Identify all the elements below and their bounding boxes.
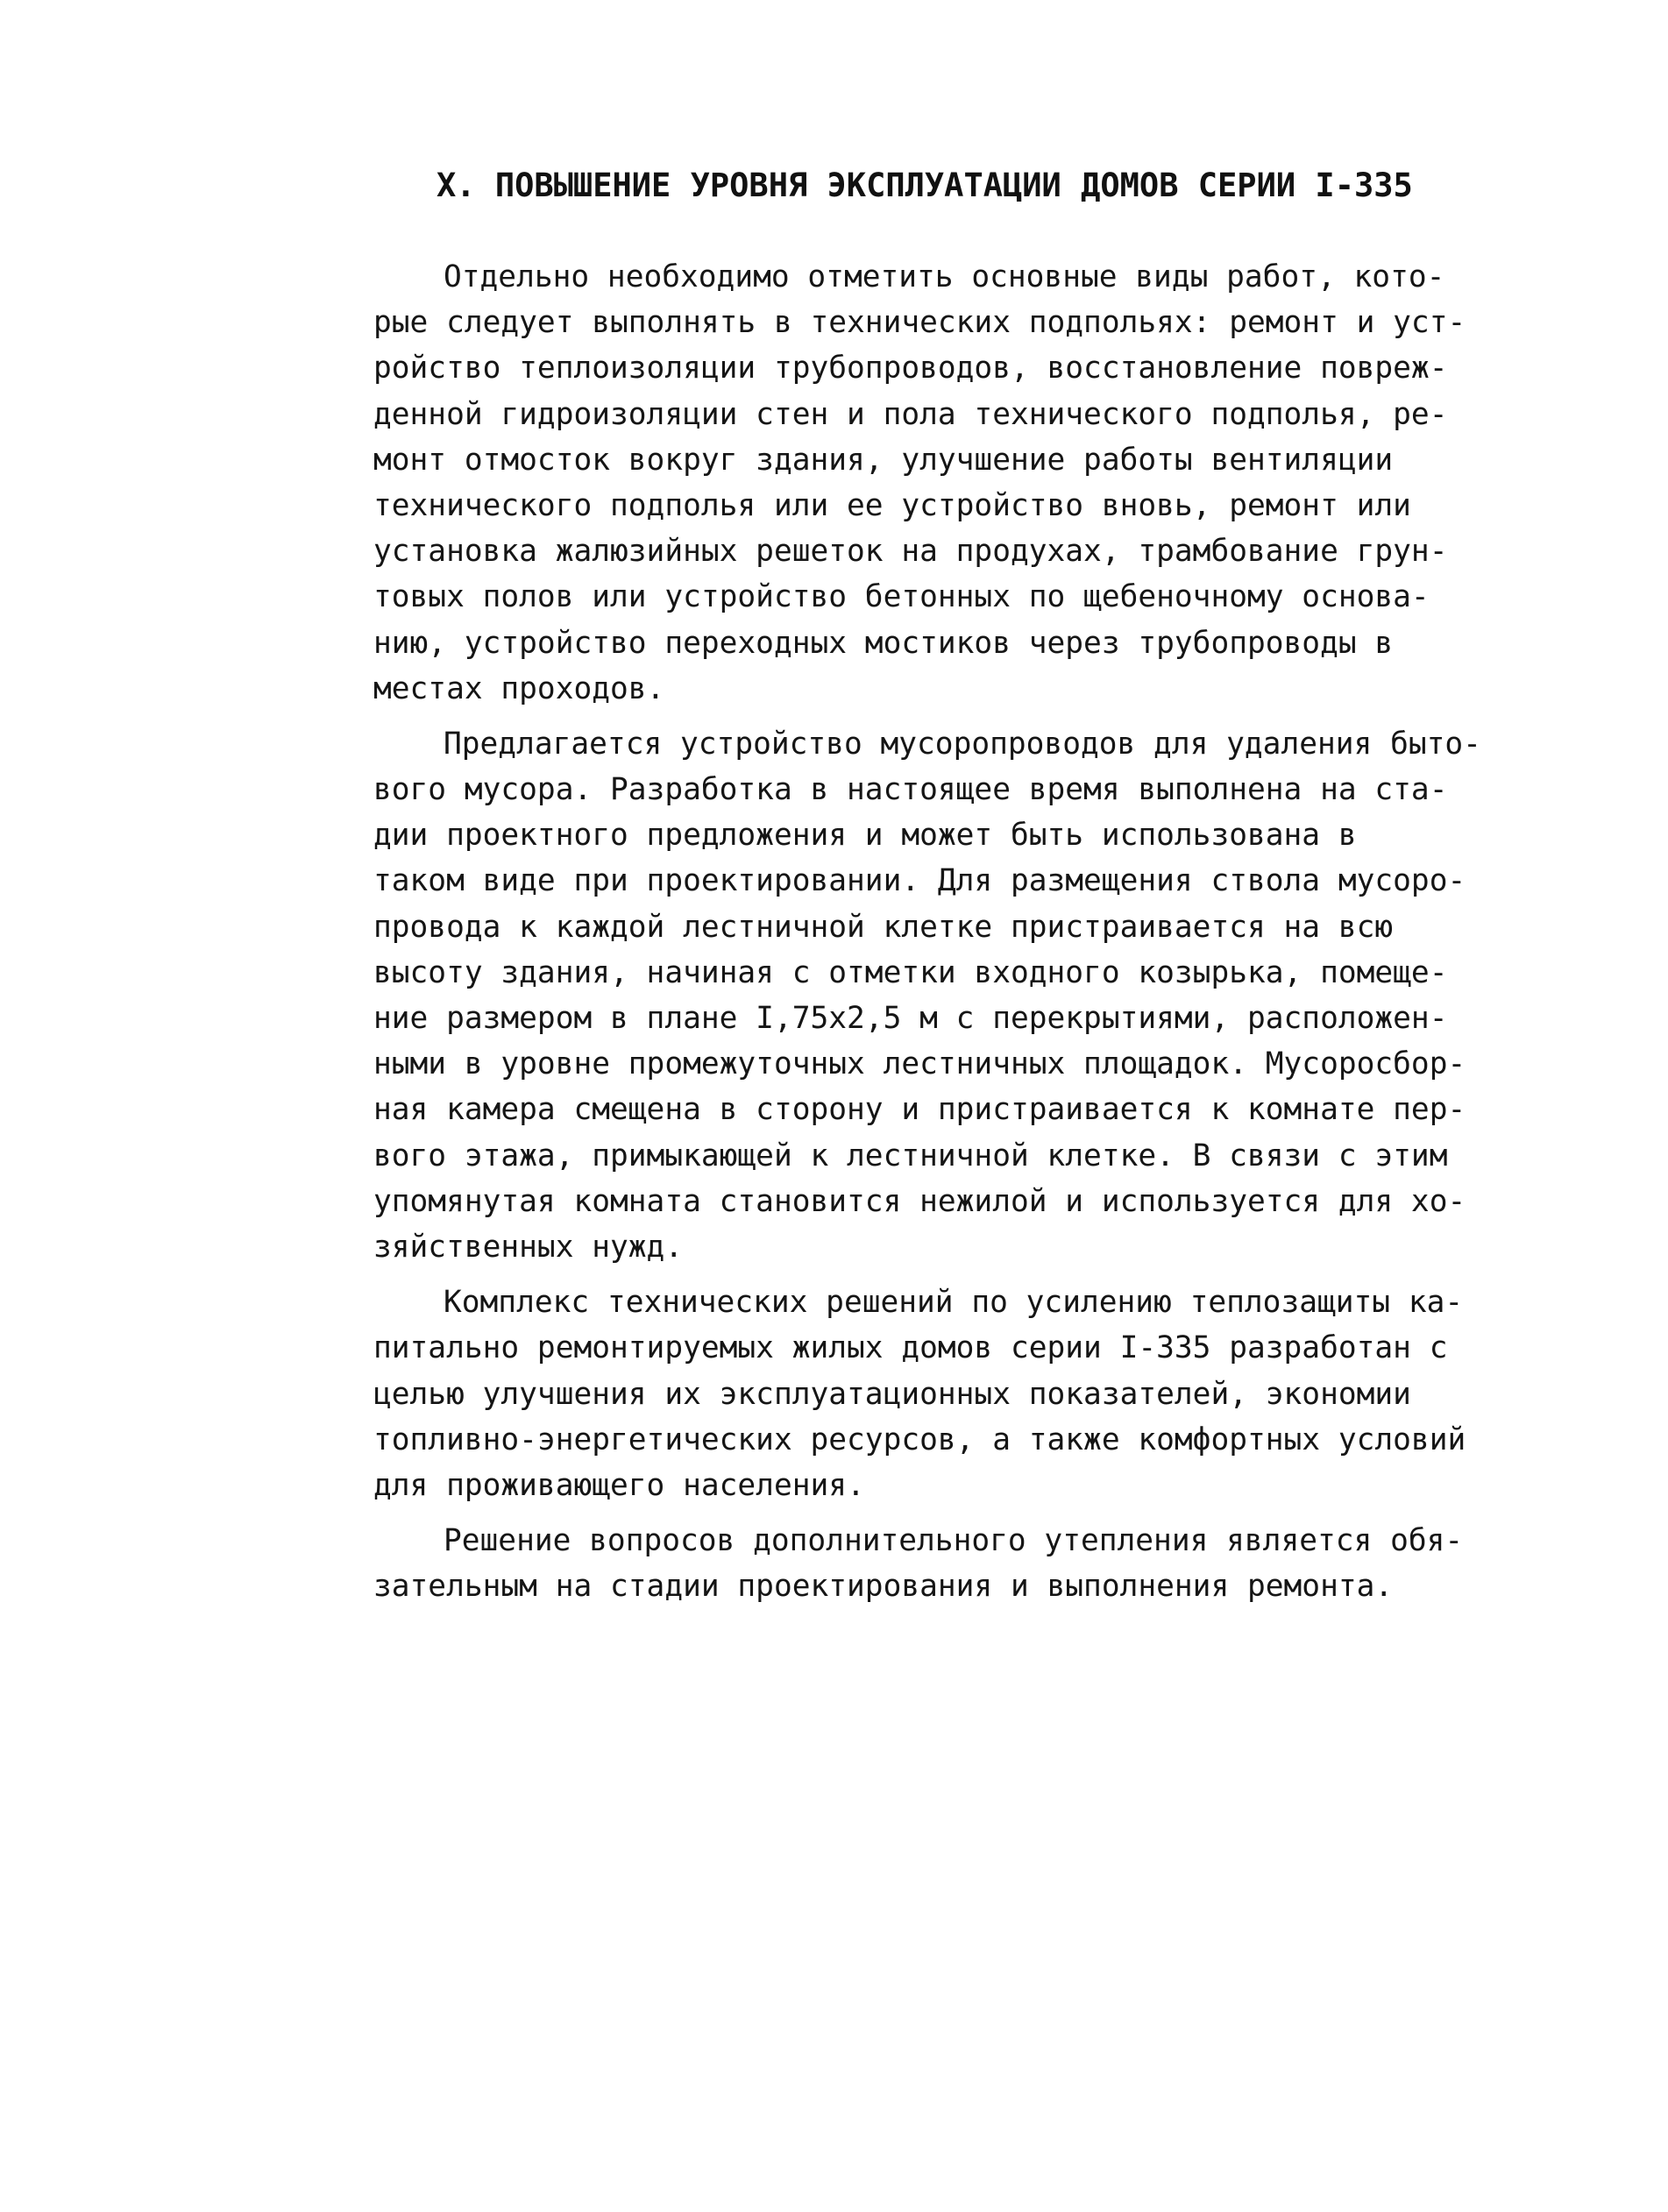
text-line: местах проходов.: [373, 670, 665, 706]
text-line: зяйственных нужд.: [373, 1229, 684, 1265]
text-line: питально ремонтируемых жилых домов серии I-335 разработан с: [373, 1330, 1448, 1366]
text-line: ние размером в плане I,75х2,5 м с перекрытиями, расположен-: [373, 1001, 1448, 1036]
paragraph-garbage-chute: [373, 721, 1513, 1270]
text-line: Решение вопросов дополнительного утепления является обя-: [444, 1523, 1464, 1559]
text-line: монт отмосток вокруг здания, улучшение работы вентиляции: [373, 442, 1394, 478]
text-line: дии проектного предложения и может быть использована в: [373, 818, 1357, 854]
document-body: [373, 254, 1513, 1619]
text-line: топливно-энергетических ресурсов, а также комфортных условий: [373, 1421, 1466, 1457]
text-line: высоту здания, начиная с отметки входного козырька, помеще-: [373, 954, 1448, 990]
text-line: вого этажа, примыкающей к лестничной клетке. В связи с этим: [373, 1138, 1448, 1173]
paragraph-thermal-protection: [373, 1280, 1513, 1508]
text-line: упомянутая комната становится нежилой и используется для хо-: [373, 1183, 1466, 1219]
text-line: для проживающего населения.: [373, 1467, 865, 1503]
text-line: таком виде при проектировании. Для размещения ствола мусоро-: [373, 863, 1466, 899]
text-line: установка жалюзийных решеток на продухах, трамбование грун-: [373, 534, 1448, 570]
text-line: технического подполья или ее устройство вновь, ремонт или: [373, 487, 1411, 523]
text-line: ройство теплоизоляции трубопроводов, восстановление повреж-: [373, 351, 1448, 386]
section-title: X. ПОВЫШЕНИЕ УРОВНЯ ЭКСПЛУАТАЦИИ ДОМОВ СЕРИИ I-335: [437, 167, 1413, 204]
text-line: рые следует выполнять в технических подпольях: ремонт и уст-: [373, 305, 1466, 341]
text-line: Отдельно необходимо отметить основные виды работ, кото-: [444, 259, 1445, 294]
text-line: товых полов или устройство бетонных по щебеночному основа-: [373, 579, 1430, 615]
paragraph-basement-works: [373, 254, 1513, 712]
text-line: провода к каждой лестничной клетке пристраивается на всю: [373, 909, 1394, 945]
text-line: нию, устройство переходных мостиков через трубопроводы в: [373, 625, 1394, 661]
text-line: Комплекс технических решений по усилению теплозащиты ка-: [444, 1285, 1464, 1321]
text-line: зательным на стадии проектирования и выполнения ремонта.: [373, 1569, 1394, 1605]
text-line: вого мусора. Разработка в настоящее время выполнена на ста-: [373, 772, 1448, 808]
text-line: ными в уровне промежуточных лестничных площадок. Мусоросбор-: [373, 1046, 1466, 1082]
text-line: денной гидроизоляции стен и пола технического подполья, ре-: [373, 396, 1448, 432]
paragraph-insulation-requirement: [373, 1518, 1513, 1609]
text-line: ная камера смещена в сторону и пристраивается к комнате пер-: [373, 1092, 1466, 1128]
text-line: целью улучшения их эксплуатационных показателей, экономии: [373, 1376, 1411, 1412]
text-line: Предлагается устройство мусоропроводов для удаления быто-: [444, 726, 1481, 762]
